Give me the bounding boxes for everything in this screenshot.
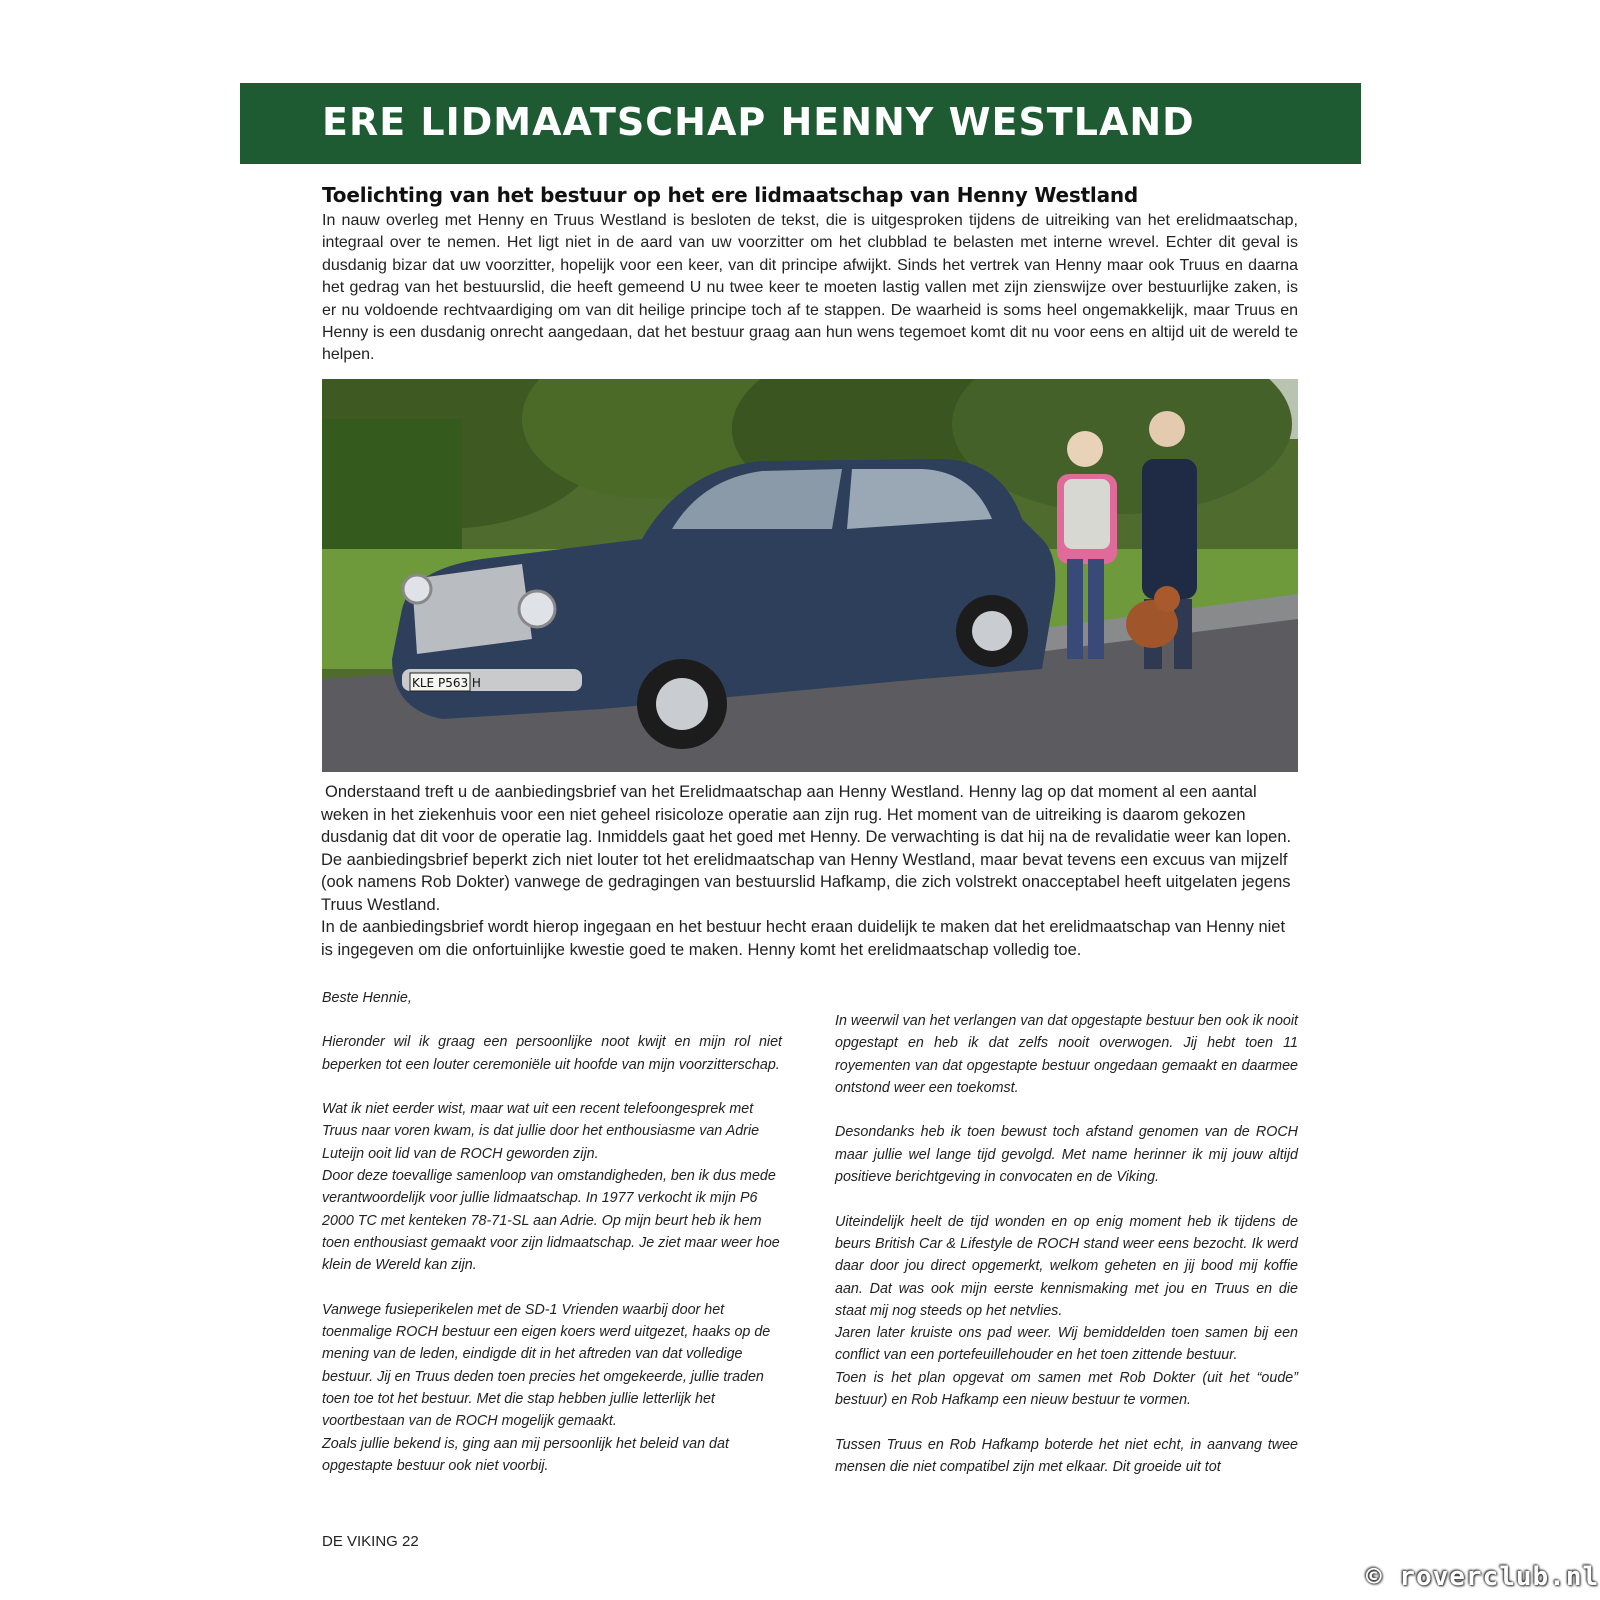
letter-left-paragraph-4: Vanwege fusieperikelen met de SD-1 Vrienden waarbij door het toenmalige ROCH bestuur een eigen koers werd uitgezet, haaks op de mening van de leden, eindigde dit in het aftreden van dat volledige bestuur. Jij en Truus deden toen precies het omgekeerde, jullie traden toen toe tot het bestuur. Met die stap hebben jullie letterlijk het voortbestaan van de ROCH mogelijk gemaakt. (322, 1301, 771, 1430)
license-plate: KLE P563 H (412, 676, 481, 690)
letter-right-paragraph-2: Desondanks heb ik toen bewust toch afstand genomen van de ROCH maar jullie wel lange tijd gevolgd. Met name herinner ik mij jouw altijd positieve berichtgeving in convocaten en de Viking. (835, 1124, 1298, 1186)
letter-left-paragraph-1: Hieronder wil ik graag een persoonlijke noot kwijt en mijn rol niet beperken tot een louter ceremoniële uit hoofde van mijn voorzitterschap. (322, 1034, 782, 1073)
letter-left-paragraph-3: Door deze toevallige samenloop van omstandigheden, ben ik dus mede verantwoordelijk voor jullie lidmaatschap. In 1977 verkocht ik mijn P6 2000 TC met kenteken 78-71-SL aan Adrie. Op mijn beurt heb ik hem toen enthousiast gemaakt voor zijn lidmaatschap. Je ziet maar weer hoe klein de Wereld kan zijn. (322, 1168, 780, 1274)
letter-left-paragraph-2: Wat ik niet eerder wist, maar wat uit een recent telefoongesprek met Truus naar voren kwam, is dat jullie door het enthousiasme van Adrie Luteijn ooit lid van de ROCH geworden zijn. (322, 1101, 760, 1162)
page-footer: DE VIKING 22 (322, 1533, 419, 1550)
car-photo (322, 379, 1298, 772)
title-banner (240, 83, 1361, 164)
intro-section (322, 183, 1298, 367)
intro-heading: Toelichting van het bestuur op het ere lidmaatschap van Henny Westland (322, 183, 1139, 207)
copyright-watermark: © roverclub.nl (1366, 1562, 1600, 1592)
page-title: ERE LIDMAATSCHAP HENNY WESTLAND (322, 100, 1195, 144)
letter-column-right (835, 1010, 1298, 1478)
explanation-paragraph-1: Onderstaand treft u de aanbiedingsbrief van het Erelidmaatschap aan Henny Westland. Henny lag op dat moment al een aantal weken in het ziekenhuis voor een niet geheel risicoloze operatie aan zijn rug. Het moment van de uitreiking is daarom gekozen dusdanig dat dit voor de operatie lag. Inmiddels gaat het goed met Henny. De verwachting is dat hij na de revalidatie weer kan lopen. De aanbiedingsbrief beperkt zich niet louter tot het erelidmaatschap van Henny Westland, maar bevat tevens een excuus van mijzelf (ook namens Rob Dokter) vanwege de gedragingen van bestuurslid Hafkamp, die zich volstrekt onacceptabel heeft uitgelaten jegens Truus Westland. (321, 783, 1292, 914)
letter-salutation: Beste Hennie, (322, 990, 412, 1006)
explanation-paragraph-2: In de aanbiedingsbrief wordt hierop ingegaan en het bestuur hecht eraan duidelijk te maken dat het erelidmaatschap van Henny niet is ingegeven om die onfortuinlijke kwestie goed te maken. Henny komt het erelidmaatschap volledig toe. (321, 918, 1286, 959)
letter-right-paragraph-5: Toen is het plan opgevat om samen met Rob Dokter (uit het “oude” bestuur) en Rob Hafkamp een nieuw bestuur te vormen. (835, 1369, 1298, 1409)
car-photo-illustration (322, 379, 1298, 772)
letter-right-paragraph-4: Jaren later kruiste ons pad weer. Wij bemiddelden toen samen bij een conflict van een portefeuillehouder en het toen zittende bestuur. (835, 1325, 1298, 1364)
letter-column-left (322, 987, 782, 1477)
explanation-section (321, 781, 1301, 961)
letter-left-paragraph-5: Zoals jullie bekend is, ging aan mij persoonlijk het beleid van dat opgestapte bestuur ook niet voorbij. (322, 1435, 729, 1474)
letter-right-paragraph-3: Uiteindelijk heelt de tijd wonden en op enig moment heb ik tijdens de beurs British Car & Lifestyle de ROCH stand weer eens bezocht. Ik werd daar door jou direct opgemerkt, welkom geheten en jij bood mij koffie aan. Dat was ook mijn eerste kennismaking met jou en Truus en die staat mij nog steeds op het netvlies. (835, 1213, 1298, 1319)
letter-right-paragraph-6: Tussen Truus en Rob Hafkamp boterde het niet echt, in aanvang twee mensen die niet compatibel zijn met elkaar. Dit groeide uit tot (835, 1436, 1298, 1475)
intro-body: In nauw overleg met Henny en Truus Westland is besloten de tekst, die is uitgesproken tijdens de uitreiking van het erelidmaatschap, integraal over te nemen. Het ligt niet in de aard van uw voorzitter om het clubblad te belasten met interne wrevel. Echter dit geval is dusdanig bizar dat uw voorzitter, hopelijk voor een keer, van dit principe afwijkt. Sinds het vertrek van Henny maar ook Truus en daarna het gedrag van het bestuurslid, die heeft gemeend U nu twee keer te moeten lastig vallen met zijn zienswijze over bestuurlijke zaken, is er nu voldoende rechtvaardiging om van dit heilige principe toch af te stappen. De waarheid is soms heel ongemakkelijk, maar Truus en Henny is een dusdanig onrecht aangedaan, dat het bestuur graag aan hun wens tegemoet komt dit nu voor eens en altijd uit de wereld te helpen. (322, 212, 1298, 364)
letter-right-paragraph-1: In weerwil van het verlangen van dat opgestapte bestuur ben ook ik nooit opgestapt en heb ik dat zelfs nooit overwogen. Jij hebt toen 11 royementen van dat opgestapte bestuur ongedaan gemaakt en daarmee ontstond weer een toekomst. (835, 1013, 1298, 1096)
